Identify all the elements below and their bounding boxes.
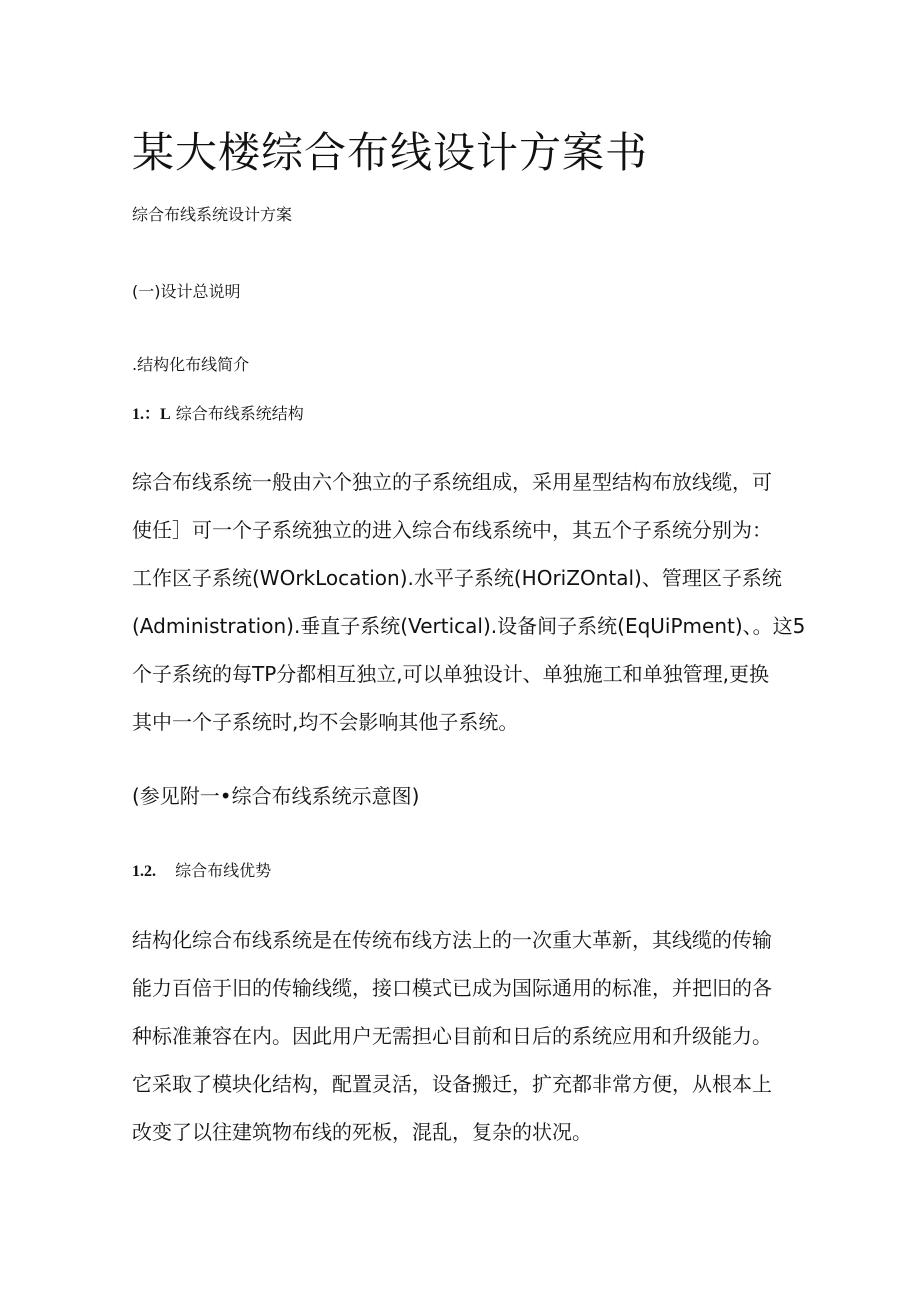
paragraph-line: 改变了以往建筑物布线的死板，混乱，复杂的状况。 [132, 1120, 592, 1144]
paragraph-line: 个子系统的每TP分都相互独立,可以单独设计、单独施工和单独管理,更换 [132, 662, 769, 686]
document-title: 某大楼综合布线设计方案书 [132, 128, 649, 177]
paragraph-line: 其中一个子系统时,均不会影响其他子系统。 [132, 710, 519, 734]
paragraph-line: (Administration).垂直子系统(Vertical).设备间子系统(EqUiPment)、。这5 [132, 614, 806, 638]
section-heading-1-2 [132, 860, 271, 883]
section-heading-intro: .结构化布线简介 [132, 355, 250, 374]
section-number-1-2: 1.2. [132, 863, 156, 880]
section-label-1-2: 综合布线优势 [175, 861, 272, 880]
paragraph-line: 能力百倍于旧的传输线缆，接口模式已成为国际通用的标准，并把旧的各 [132, 976, 772, 1000]
section-heading-1-1 [132, 403, 304, 426]
section-number-1-1: 1.：L [132, 406, 171, 423]
paragraph-line: 结构化综合布线系统是在传统布线方法上的一次重大革新，其线缆的传输 [132, 928, 772, 952]
section-label-1-1: 综合布线系统结构 [175, 404, 304, 423]
section-heading-general: (一)设计总说明 [132, 282, 241, 301]
paragraph-line: 综合布线系统一般由六个独立的子系统组成，采用星型结构布放线缆，可 [132, 470, 772, 494]
document-subtitle: 综合布线系统设计方案 [132, 205, 293, 224]
paragraph-advantages [132, 916, 812, 1156]
paragraph-structure [132, 458, 812, 746]
paragraph-line: 工作区子系统(WOrkLocation).水平子系统(HOriZOntal)、管理区子系统 [132, 566, 782, 590]
paragraph-line: 使任］可一个子系统独立的进入综合布线系统中，其五个子系统分别为： [132, 518, 772, 542]
paragraph-line: 它采取了模块化结构，配置灵活，设备搬迁，扩充都非常方便，从根本上 [132, 1072, 772, 1096]
paragraph-line: 种标准兼容在内。因此用户无需担心目前和日后的系统应用和升级能力。 [132, 1024, 772, 1048]
figure-reference-note: (参见附一•综合布线系统示意图) [132, 784, 420, 808]
